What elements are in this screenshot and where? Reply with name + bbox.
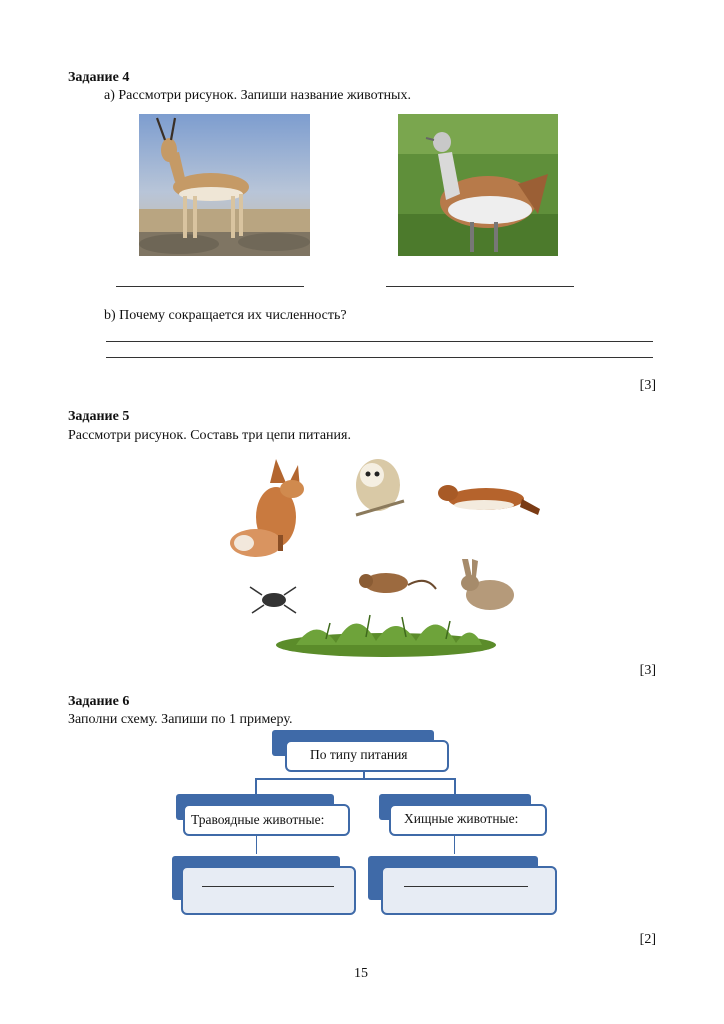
task4-score: [3] <box>639 378 656 393</box>
connector-horizontal <box>255 778 455 780</box>
task4-title: Задание 4 <box>68 70 130 85</box>
connector-left-answer <box>256 834 257 854</box>
task5-instruction: Рассмотри рисунок. Составь три цепи питания. <box>68 428 351 443</box>
carnivore-answer-box[interactable] <box>381 866 557 915</box>
gazelle-image <box>139 114 310 256</box>
carnivores-label: Хищные животные: <box>404 811 519 826</box>
herbivores-label: Травоядные животные: <box>191 812 325 827</box>
herbivore-answer-line[interactable] <box>202 886 334 887</box>
herbivore-answer-box[interactable] <box>181 866 356 915</box>
page-number: 15 <box>354 966 368 981</box>
task6-score: [2] <box>639 932 656 947</box>
answer-line-gazelle[interactable] <box>116 286 304 287</box>
connector-right-answer <box>454 834 455 854</box>
bustard-image <box>398 114 558 256</box>
task4-part-a: a) Рассмотри рисунок. Запиши название животных. <box>104 88 411 103</box>
answer-line-bustard[interactable] <box>386 286 574 287</box>
answer-line-b2[interactable] <box>106 357 653 358</box>
task4-part-b: b) Почему сокращается их численность? <box>104 308 347 323</box>
food-chain-image <box>226 455 544 660</box>
task6-instruction: Заполни схему. Запиши по 1 примеру. <box>68 712 293 727</box>
carnivore-answer-line[interactable] <box>404 886 528 887</box>
root-label: По типу питания <box>310 747 408 762</box>
task5-score: [3] <box>639 663 656 678</box>
task6-title: Задание 6 <box>68 694 130 709</box>
answer-line-b1[interactable] <box>106 341 653 342</box>
task5-title: Задание 5 <box>68 409 130 424</box>
